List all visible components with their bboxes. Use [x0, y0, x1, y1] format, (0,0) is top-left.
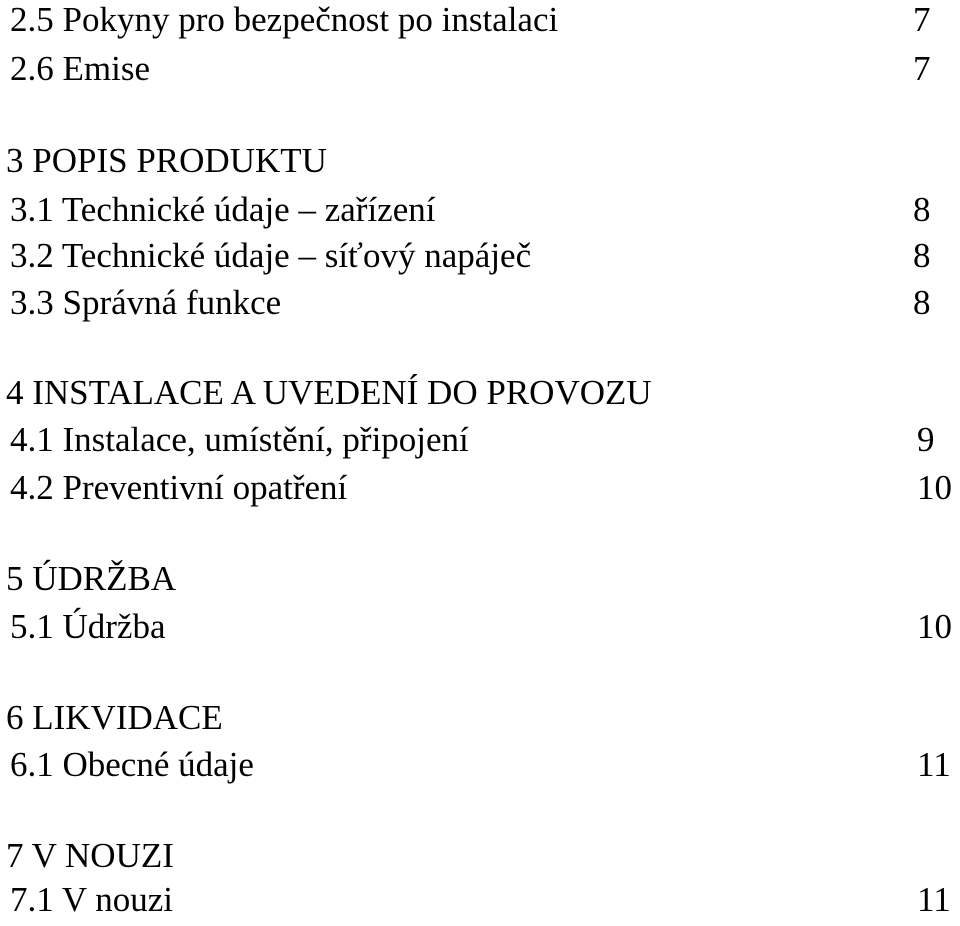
toc-entry-5-1[interactable] — [0, 609, 960, 653]
toc-entry-page: 9 — [917, 420, 935, 459]
toc-section-text: LIKVIDACE — [32, 698, 223, 737]
toc-entry-page: 10 — [917, 607, 952, 646]
toc-entry-title — [10, 51, 150, 86]
toc-entry-page: 11 — [917, 745, 951, 784]
toc-entry-page: 7 — [913, 49, 931, 88]
toc-section-number: 3 — [6, 141, 24, 180]
toc-entry-text: Obecné údaje — [62, 745, 254, 784]
toc-section-number: 6 — [6, 698, 24, 737]
toc-entry-title — [10, 609, 166, 644]
toc-section-title — [6, 700, 223, 735]
toc-entry-title — [10, 238, 531, 273]
toc-entry-2-5[interactable] — [0, 2, 960, 46]
toc-entry-text: V nouzi — [61, 880, 174, 919]
toc-entry-text: Technické údaje – síťový napáječ — [61, 236, 532, 275]
toc-section-3[interactable] — [0, 143, 960, 187]
toc-entry-text: Správná funkce — [62, 283, 282, 322]
toc-entry-number: 3.3 — [10, 283, 54, 322]
toc-entry-text: Instalace, umístění, připojení — [62, 420, 469, 459]
toc-entry-2-6[interactable] — [0, 51, 960, 95]
toc-entry-number: 4.1 — [10, 420, 54, 459]
toc-section-text: POPIS PRODUKTU — [32, 141, 327, 180]
toc-section-title — [6, 375, 652, 410]
toc-entry-title — [10, 470, 347, 505]
toc-entry-page: 10 — [917, 468, 952, 507]
toc-entry-page: 7 — [913, 0, 931, 39]
toc-section-7[interactable] — [0, 838, 960, 882]
toc-entry-4-1[interactable] — [0, 422, 960, 466]
toc-entry-text: Emise — [62, 49, 150, 88]
toc-entry-4-2[interactable] — [0, 470, 960, 514]
toc-section-6[interactable] — [0, 700, 960, 744]
toc-section-4[interactable] — [0, 375, 960, 419]
toc-section-title — [6, 561, 176, 596]
toc-entry-number: 2.6 — [10, 49, 54, 88]
toc-section-text: ÚDRŽBA — [32, 559, 177, 598]
toc-entry-text: Technické údaje – zařízení — [61, 190, 436, 229]
toc-entry-text: Údržba — [62, 607, 166, 646]
toc-entry-page: 8 — [913, 236, 931, 275]
toc-entry-number: 2.5 — [10, 0, 54, 39]
toc-entry-text: Preventivní opatření — [62, 468, 348, 507]
toc-entry-title — [10, 422, 469, 457]
toc-section-title — [6, 143, 327, 178]
toc-entry-number: 7.1 — [10, 880, 54, 919]
toc-entry-number: 3.2 — [10, 236, 54, 275]
toc-entry-title — [10, 285, 281, 320]
toc-entry-3-1[interactable] — [0, 192, 960, 236]
toc-entry-title — [10, 882, 173, 917]
toc-entry-title — [10, 192, 435, 227]
toc-section-text: V NOUZI — [31, 836, 174, 875]
toc-entry-3-2[interactable] — [0, 238, 960, 282]
toc-section-title — [6, 838, 174, 873]
toc-entry-3-3[interactable] — [0, 285, 960, 329]
toc-entry-page: 8 — [913, 190, 931, 229]
toc-entry-page: 11 — [917, 880, 951, 919]
toc-entry-title — [10, 2, 558, 37]
toc-section-5[interactable] — [0, 561, 960, 605]
toc-entry-7-1[interactable] — [0, 882, 960, 926]
toc-entry-6-1[interactable] — [0, 747, 960, 791]
toc-entry-number: 3.1 — [10, 190, 54, 229]
toc-section-number: 5 — [6, 559, 24, 598]
toc-section-text: INSTALACE A UVEDENÍ DO PROVOZU — [32, 373, 652, 412]
toc-entry-number: 5.1 — [10, 607, 54, 646]
toc-entry-number: 4.2 — [10, 468, 54, 507]
toc-entry-number: 6.1 — [10, 745, 54, 784]
toc-entry-text: Pokyny pro bezpečnost po instalaci — [62, 0, 559, 39]
toc-entry-page: 8 — [913, 283, 931, 322]
toc-section-number: 7 — [6, 836, 24, 875]
toc-section-number: 4 — [6, 373, 24, 412]
toc-entry-title — [10, 747, 254, 782]
